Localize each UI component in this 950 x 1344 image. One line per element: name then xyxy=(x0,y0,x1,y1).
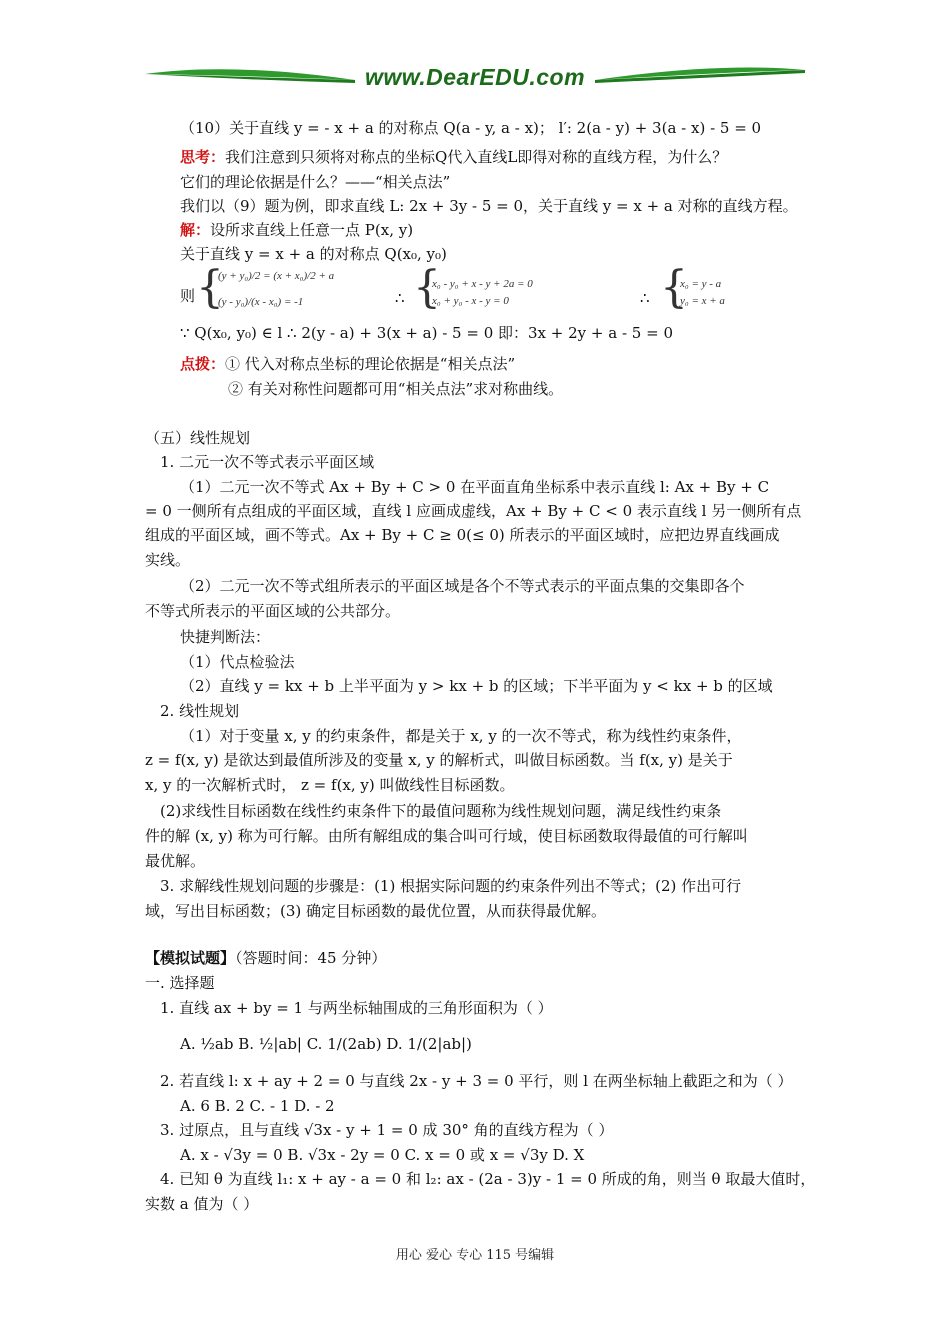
question-4-line-2: 实数 a 值为（ ） xyxy=(145,1195,259,1213)
lp-para-1-line-3: x, y 的一次解析式时， z = f(x, y) 叫做线性目标函数。 xyxy=(145,776,515,794)
solve-text: 设所求直线上任意一点 P(x, y) xyxy=(210,221,414,239)
system-2-eq-a: x₀ - y₀ + x - y + 2a = 0 xyxy=(432,278,533,290)
tip-label: 点拨： xyxy=(180,355,226,373)
therefore-1: ∴ xyxy=(395,289,405,307)
system-3-eq-a: x₀ = y - a xyxy=(680,278,722,290)
question-1-options: A. ½ab B. ½|ab| C. 1/(2ab) D. 1/(2|ab|) xyxy=(180,1035,472,1053)
section-5-heading-2: 2. 线性规划 xyxy=(160,702,240,720)
system-2-eq-b: x₀ + y₀ - x - y = 0 xyxy=(432,295,509,307)
system-3-eq-b: y₀ = x + a xyxy=(680,295,725,307)
example-text: 我们以（9）题为例，即求直线 L: 2x + 3y - 5 = 0，关于直线 y = x + a 对称的直线方程。 xyxy=(180,197,798,215)
page-header xyxy=(140,56,810,96)
then-label: 则 xyxy=(180,287,196,305)
para-1-line-4: 实线。 xyxy=(145,551,191,569)
para-2-line-2: 不等式所表示的平面区域的公共部分。 xyxy=(145,602,401,620)
tip-1: ① 代入对称点坐标的理论依据是“相关点法” xyxy=(225,355,516,373)
item-10-line: （10）关于直线 y = - x + a 的对称点 Q(a - y, a - x)； l′: 2(a - y) + 3(a - x) - 5 = 0 xyxy=(180,119,762,137)
therefore-2: ∴ xyxy=(640,289,650,307)
section-5-heading-1: 1. 二元一次不等式表示平面区域 xyxy=(160,453,375,471)
brace-3-icon: { xyxy=(660,262,688,313)
because-line: ∵ Q(x₀, y₀) ∈ l ∴ 2(y - a) + 3(x + a) - 5 = 0 即：3x + 2y + a - 5 = 0 xyxy=(180,324,673,342)
system-1-eq-a: (y + y₀)/2 = (x + x₀)/2 + a xyxy=(218,270,335,282)
tip-2: ② 有关对称性问题都可用“相关点法”求对称曲线。 xyxy=(228,380,564,398)
section-5-title: （五）线性规划 xyxy=(145,429,251,447)
para-1-line-3: 组成的平面区域，画不等式。Ax + By + C ≥ 0(≤ 0) 所表示的平面区域时，应把边界直线画成 xyxy=(145,526,780,544)
lp-para-2-line-2: 件的解 (x, y) 称为可行解。由所有解组成的集合叫可行域，使目标函数取得最值的可行解叫 xyxy=(145,827,748,845)
think-paragraph xyxy=(180,147,727,167)
think-text: 我们注意到只须将对称点的坐标Q代入直线L即得对称的直线方程，为什么？ xyxy=(225,148,728,166)
lp-para-1-line-1: （1）对于变量 x, y 的约束条件，都是关于 x, y 的一次不等式，称为线性约束条件， xyxy=(180,727,742,745)
site-logo: www.DearEDU.com xyxy=(364,64,586,90)
mock-time: （答题时间：45 分钟） xyxy=(235,949,387,967)
think-label: 思考： xyxy=(180,148,226,166)
quick-method-1: （1）代点检验法 xyxy=(180,653,295,671)
part-1-title: 一. 选择题 xyxy=(145,974,215,992)
quick-method-2: （2）直线 y = kx + b 上半平面为 y > kx + b 的区域；下半平面为 y < kx + b 的区域 xyxy=(180,677,773,695)
solve-label: 解： xyxy=(180,221,211,239)
question-4-line-1: 4. 已知 θ 为直线 l₁: x + ay - a = 0 和 l₂: ax - (2a - 3)y - 1 = 0 所成的角，则当 θ 取最大值时， xyxy=(160,1170,816,1188)
lp-para-2-line-1: (2)求线性目标函数在线性约束条件下的最值问题称为线性规划问题，满足线性约束条 xyxy=(160,802,722,820)
para-2-line-1: （2）二元一次不等式组所表示的平面区域是各个不等式表示的平面点集的交集即各个 xyxy=(180,577,745,595)
system-1-eq-b: (y - y₀)/(x - x₀) = -1 xyxy=(218,296,304,308)
mock-title-row xyxy=(145,948,386,968)
question-3: 3. 过原点，且与直线 √3x - y + 1 = 0 成 30° 角的直线方程为（ ） xyxy=(160,1121,614,1139)
page-footer: 用心 爱心 专心 115 号编辑 xyxy=(395,1248,555,1263)
para-1-line-2: = 0 一侧所有点组成的平面区域，直线 l 应画成虚线，Ax + By + C < 0 表示直线 l 另一侧所有点 xyxy=(145,502,802,520)
question-1: 1. 直线 ax + by = 1 与两坐标轴围成的三角形面积为（ ） xyxy=(160,999,553,1017)
para-1-line-1: （1）二元一次不等式 Ax + By + C > 0 在平面直角坐标系中表示直线 l: Ax + By + C xyxy=(180,478,770,496)
think-text-2: 它们的理论依据是什么？——“相关点法” xyxy=(180,173,451,191)
lp-para-1-line-2: z = f(x, y) 是欲达到最值所涉及的变量 x, y 的解析式，叫做目标函数。当 f(x, y) 是关于 xyxy=(145,751,733,769)
brace-1-icon: { xyxy=(196,262,224,313)
lp-para-2-line-3: 最优解。 xyxy=(145,852,206,870)
steps-line-2: 域，写出目标函数；(3) 确定目标函数的最优位置，从而获得最优解。 xyxy=(145,902,607,920)
quick-method: 快捷判断法： xyxy=(180,628,271,646)
brace-2-icon: { xyxy=(413,262,441,313)
symmetric-point-text: 关于直线 y = x + a 的对称点 Q(x₀, y₀) xyxy=(180,245,447,263)
mock-title: 【模拟试题】 xyxy=(145,949,236,967)
steps-line-1: 3. 求解线性规划问题的步骤是：(1) 根据实际问题的约束条件列出不等式；(2) 作出可行 xyxy=(160,877,742,895)
solve-paragraph xyxy=(180,220,413,240)
question-2-options: A. 6 B. 2 C. - 1 D. - 2 xyxy=(180,1097,335,1115)
question-2: 2. 若直线 l: x + ay + 2 = 0 与直线 2x - y + 3 = 0 平行，则 l 在两坐标轴上截距之和为（ ） xyxy=(160,1072,793,1090)
question-3-options: A. x - √3y = 0 B. √3x - 2y = 0 C. x = 0 或 x = √3y D. X xyxy=(180,1146,585,1164)
tip-paragraph xyxy=(180,354,515,374)
